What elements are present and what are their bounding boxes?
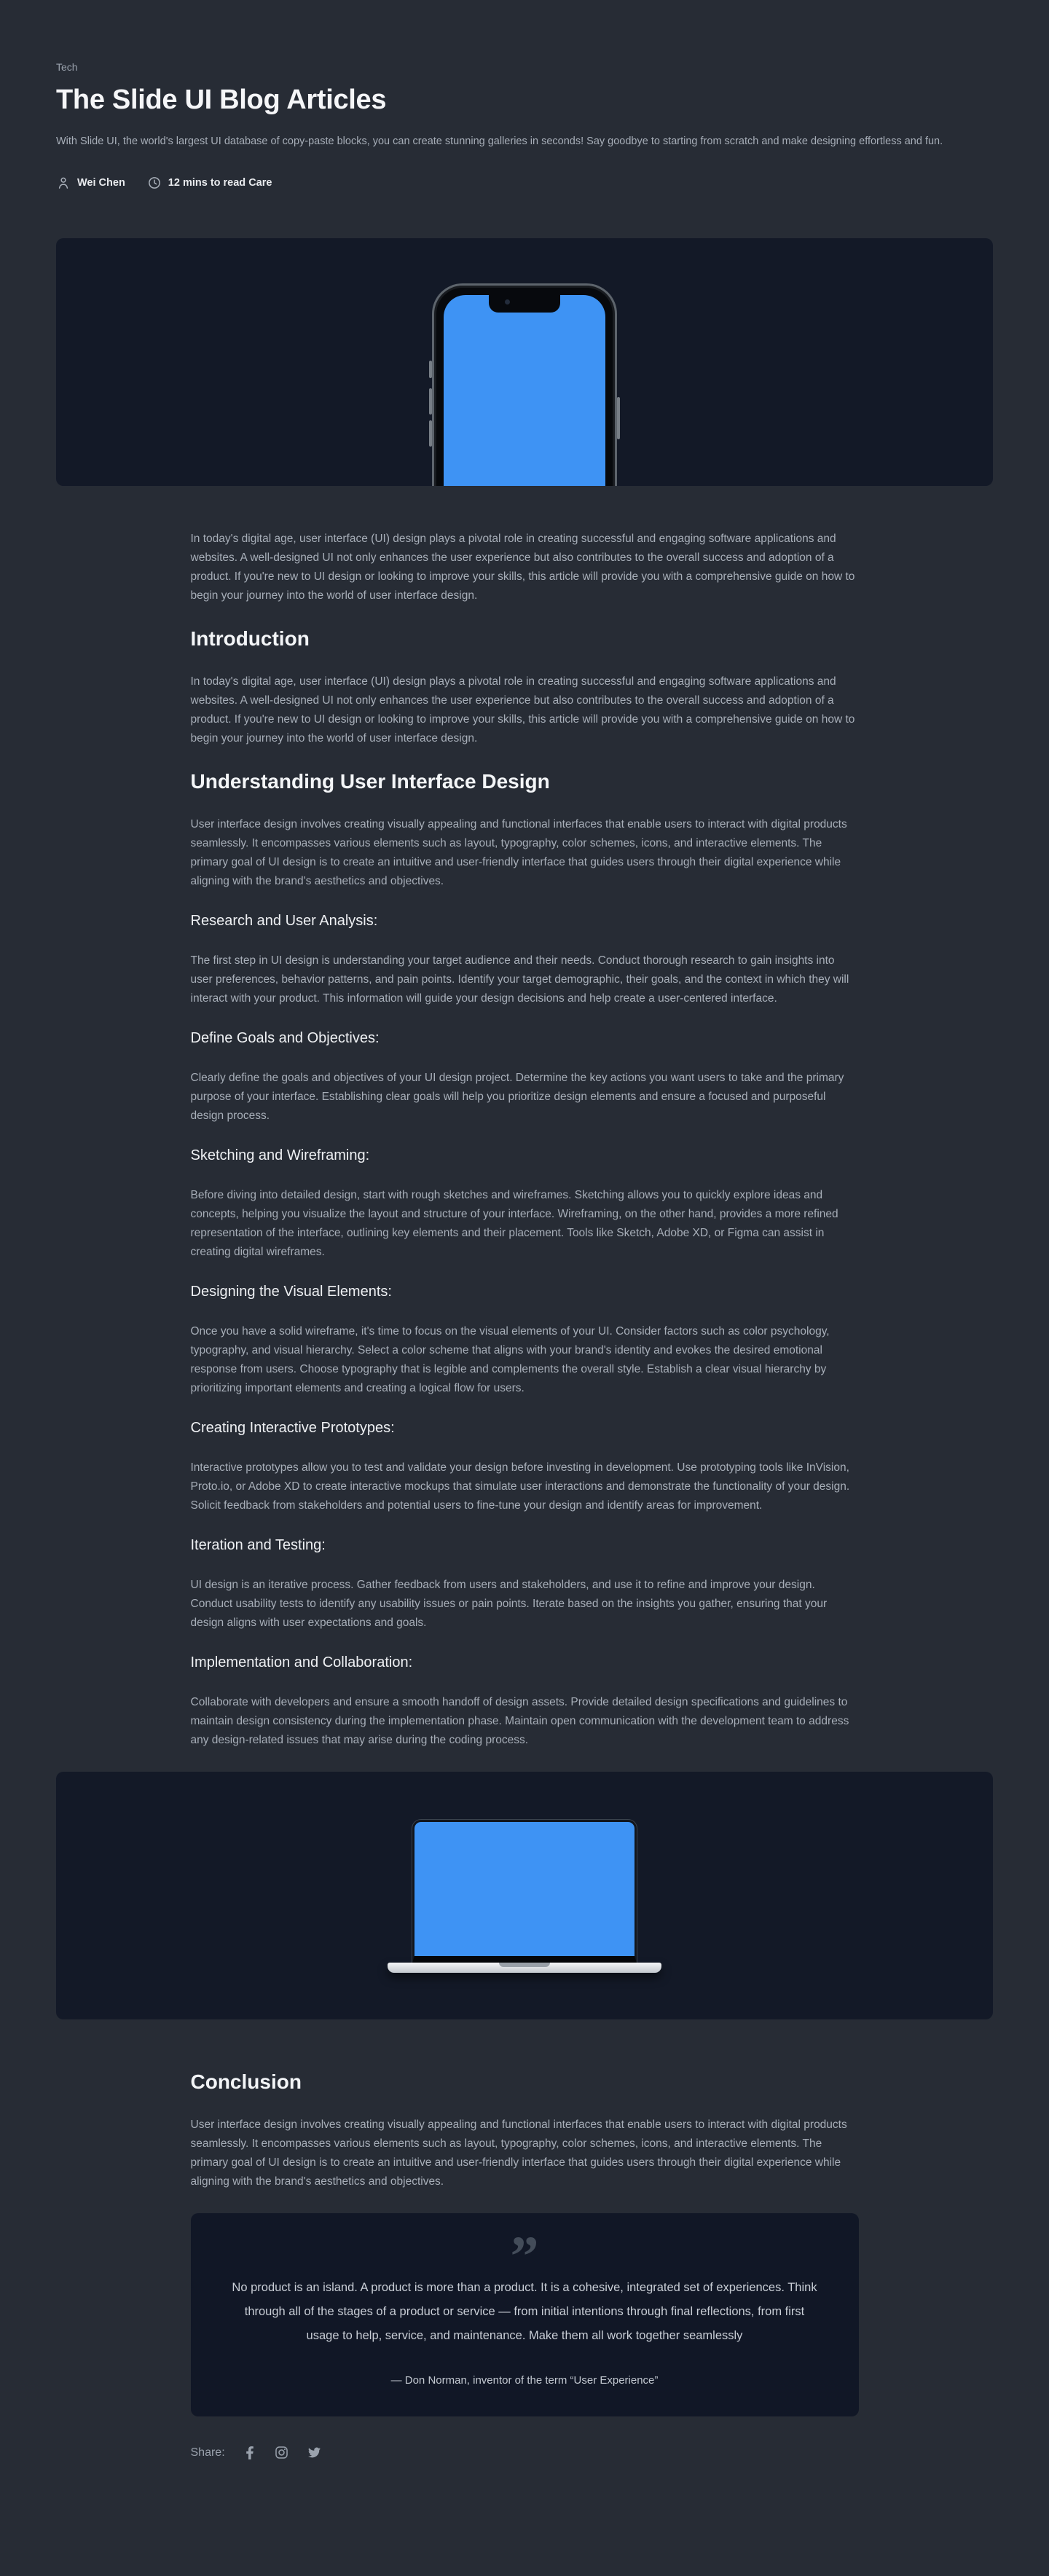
read-time-item <box>147 176 272 190</box>
author-item <box>56 176 125 190</box>
section-heading: Understanding User Interface Design <box>190 770 550 793</box>
author-name: Wei Chen <box>77 177 125 189</box>
subsection-heading: Creating Interactive Prototypes: <box>190 1420 395 1436</box>
instagram-icon[interactable] <box>275 2446 288 2459</box>
article-paragraph: Collaborate with developers and ensure a smooth handoff of design assets. Provide detailed design specifications and guidelines to maintain design consistency during the implementation phase. Maintain open communication with the development team to address any design-related issues that may arise during the coding process. <box>190 1696 849 1746</box>
clock-icon <box>147 176 162 190</box>
phone-notch <box>489 295 560 313</box>
article-paragraph: Interactive prototypes allow you to test and validate your design before investing in development. Use prototyping tools like InVision, Proto.io, or Adobe XD to create interactive mockups that simulate user interactions and demonstrate the functionality of your design. Solicit feedback from stakeholders and potential users to fine-tune your design and identify areas for improvement. <box>190 1461 850 1512</box>
phone-mockup <box>432 283 617 486</box>
laptop-mockup <box>388 1820 661 2019</box>
article-meta <box>56 176 993 190</box>
article-paragraph: Before diving into detailed design, start with rough sketches and wireframes. Sketching allows you to quickly explore ideas and concepts, helping you visualize the layout and structure of your interface. Wireframing, on the other hand, provides a more refined representation of the interface, outlining key elements and their placement. Tools like Sketch, Adobe XD, or Figma can assist in creating digital wireframes. <box>190 1189 838 1258</box>
read-time: 12 mins to read Care <box>168 177 272 189</box>
twitter-icon[interactable] <box>307 2446 321 2459</box>
conclusion-section <box>191 2070 859 2518</box>
subsection-heading: Research and User Analysis: <box>190 913 378 929</box>
page-title: The Slide UI Blog Articles <box>56 85 387 115</box>
conclusion-heading: Conclusion <box>190 2070 302 2093</box>
conclusion-paragraph: User interface design involves creating visually appealing and functional interfaces that enable users to interact with digital products seamlessly. It encompasses various elements such as layout, typography, color schemes, icons, and interactive elements. The primary goal of UI design is to create an intuitive and user-friendly interface that guides users through their digital experience while aligning with the brand's aesthetics and objectives. <box>190 2118 847 2188</box>
subsection-heading: Designing the Visual Elements: <box>190 1284 392 1300</box>
quote-icon: ” <box>510 2224 539 2288</box>
subsection-heading: Implementation and Collaboration: <box>190 1654 413 1670</box>
laptop-screen <box>412 1820 637 1963</box>
article-paragraph: In today's digital age, user interface (UI) design plays a pivotal role in creating successful and engaging software applications and websites. A well-designed UI not only enhances the user experience but also contributes to the overall success and adoption of a product. If you're new to UI design or looking to improve your skills, this article will provide you with a comprehensive guide on how to begin your journey into the world of user interface design. <box>190 533 855 602</box>
article-body <box>191 530 859 1750</box>
phone-camera-dot <box>505 299 510 305</box>
subsection-heading: Define Goals and Objectives: <box>190 1030 380 1046</box>
article-header <box>56 0 993 190</box>
share-row <box>191 2446 859 2518</box>
article-paragraph: Clearly define the goals and objectives of your UI design project. Determine the key actions you want users to take and the primary purpose of your interface. Establishing clear goals will help you prioritize design elements and ensure a focused and purposeful design process. <box>190 1072 844 1122</box>
quote-text: No product is an island. A product is more than a product. It is a cohesive, integrated set of experiences. Think through all of the stages of a product or service — from initial intentions through final reflections, from first usage to help, service, and maintenance. Make them all work together seamlessly <box>232 2281 817 2342</box>
quote-card <box>191 2213 859 2416</box>
section-heading: Introduction <box>190 627 310 650</box>
article-paragraph: User interface design involves creating visually appealing and functional interfaces that enable users to interact with digital products seamlessly. It encompasses various elements such as layout, typography, color schemes, icons, and interactive elements. The primary goal of UI design is to create an intuitive and user-friendly interface that guides users through their digital experience while aligning with the brand's aesthetics and objectives. <box>190 818 847 887</box>
facebook-icon[interactable] <box>244 2446 256 2459</box>
phone-volume-up-button <box>429 388 432 415</box>
quote-attribution: — Don Norman, inventor of the term “User Experience” <box>390 2374 659 2387</box>
subsection-heading: Iteration and Testing: <box>190 1537 326 1553</box>
article-paragraph: Once you have a solid wireframe, it's time to focus on the visual elements of your UI. Consider factors such as color psychology, typography, and visual hierarchy. Select a color scheme that aligns with your brand's identity and evokes the desired emotional response from users. Choose typography that is legible and complements the overall style. Establish a clear visual hierarchy by prioritizing important elements and creating a logical flow for users. <box>190 1325 830 1394</box>
phone-volume-down-button <box>429 420 432 447</box>
phone-power-button <box>617 397 620 439</box>
phone-screen <box>444 295 605 486</box>
article-paragraph: UI design is an iterative process. Gather feedback from users and stakeholders, and use it to refine and improve your design. Conduct usability tests to identify any usability issues or pain points. Iterate based on the insights you gather, ensuring that your design aligns with user expectations and goals. <box>190 1579 828 1629</box>
page-description: With Slide UI, the world's largest UI database of copy-paste blocks, you can create stunning galleries in seconds! Say goodbye to starting from scratch and make designing effortless and fun. <box>56 136 943 147</box>
subsection-heading: Sketching and Wireframing: <box>190 1147 370 1163</box>
hero-image-laptop <box>56 1772 993 2019</box>
person-icon <box>56 176 71 190</box>
share-label: Share: <box>190 2446 225 2459</box>
phone-mute-switch <box>429 361 432 378</box>
laptop-base <box>388 1963 661 1973</box>
category-label[interactable]: Tech <box>56 61 78 73</box>
article-paragraph: In today's digital age, user interface (UI) design plays a pivotal role in creating successful and engaging software applications and websites. A well-designed UI not only enhances the user experience but also contributes to the overall success and adoption of a product. If you're new to UI design or looking to improve your skills, this article will provide you with a comprehensive guide on how to begin your journey into the world of user interface design. <box>190 675 855 745</box>
article-paragraph: The first step in UI design is understanding your target audience and their needs. Conduct thorough research to gain insights into user preferences, behavior patterns, and pain points. Identify your target demographic, their goals, and the context in which they will interact with your product. This information will guide your design decisions and help create a user-centered interface. <box>190 954 849 1005</box>
blog-page <box>56 0 993 2518</box>
hero-image-phone <box>56 238 993 486</box>
